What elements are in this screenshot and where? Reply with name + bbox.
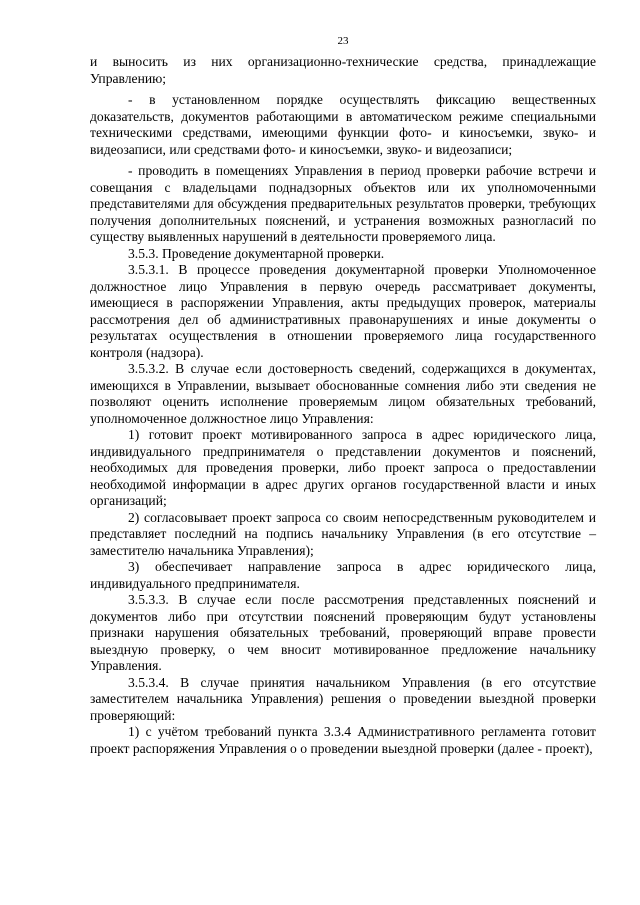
section-heading: 3.5.3. Проведение документарной проверки. — [128, 245, 385, 261]
list-item: 1) готовит проект мотивированного запроса в адрес юридического лица, индивидуального предпринимателя о представлении документов и пояснений, необходимых для проведения проверки, либо проект запроса о предоставлении необходимой информации в адрес других органов государственной власти и иных организаций; — [90, 427, 596, 508]
paragraph: - проводить в помещениях Управления в период проверки рабочие встречи и совещания с владельцами поднадзорных объектов или их уполномоченными представителями для обсуждения предварительных результатов проверки, требующих получения дополнительных пояснений, и устранения возможных разногласий по существу выявленных нарушений в деятельности проверяемого лица. — [90, 163, 596, 244]
paragraph: 3.5.3.1. В процессе проведения документарной проверки Уполномоченное должностное лицо Управления в первую очередь рассматривает документы, имеющиеся в распоряжении Управления, акты предыдущих проверок, материалы рассмотрения дел об административных правонарушениях и иные документы о результатах осуществления в отношении проверяемого лица государственного контроля (надзора). — [90, 262, 596, 360]
paragraph: 3.5.3.4. В случае принятия начальником Управления (в его отсутствие заместителем начальника Управления) решения о проведении выездной проверки проверяющий: — [90, 674, 596, 723]
paragraph: 3.5.3.2. В случае если достоверность сведений, содержащихся в документах, имеющихся в Управлении, вызывает обоснованные сомнения либо эти сведения не позволяют оценить исполнение проверяемым лицом обязательных требований, уполномоченное должностное лицо Управления: — [90, 361, 596, 426]
paragraph: и выносить из них организационно-технические средства, принадлежащие Управлению; — [90, 54, 596, 86]
paragraph: 3.5.3.3. В случае если после рассмотрения представленных пояснений и документов либо при отсутствии пояснений проверяющим будут установлены признаки нарушения обязательных требований, проверяющий вправе провести выездную проверку, о чем вносит мотивированное предложение начальнику Управления. — [90, 592, 596, 673]
list-item: 1) с учётом требований пункта 3.3.4 Административного регламента готовит проект распоряжения Управления о о проведении выездной проверки (далее - проект), — [90, 724, 596, 756]
list-item: 3) обеспечивает направление запроса в адрес юридического лица, индивидуального предпринимателя. — [90, 559, 596, 591]
paragraph: - в установленном порядке осуществлять фиксацию вещественных доказательств, документов работающими в автоматическом режиме специальными техническими средствами, имеющими функции фото- и киносъемки, звуко- и видеозаписи, или средствами фото- и киносъемки, звуко- и видеозаписи; — [90, 92, 596, 157]
list-item: 2) согласовывает проект запроса со своим непосредственным руководителем и представляет последний на подпись начальнику Управления (в его отсутствие – заместителю начальника Управления); — [90, 509, 596, 558]
page-number: 23 — [337, 35, 349, 47]
